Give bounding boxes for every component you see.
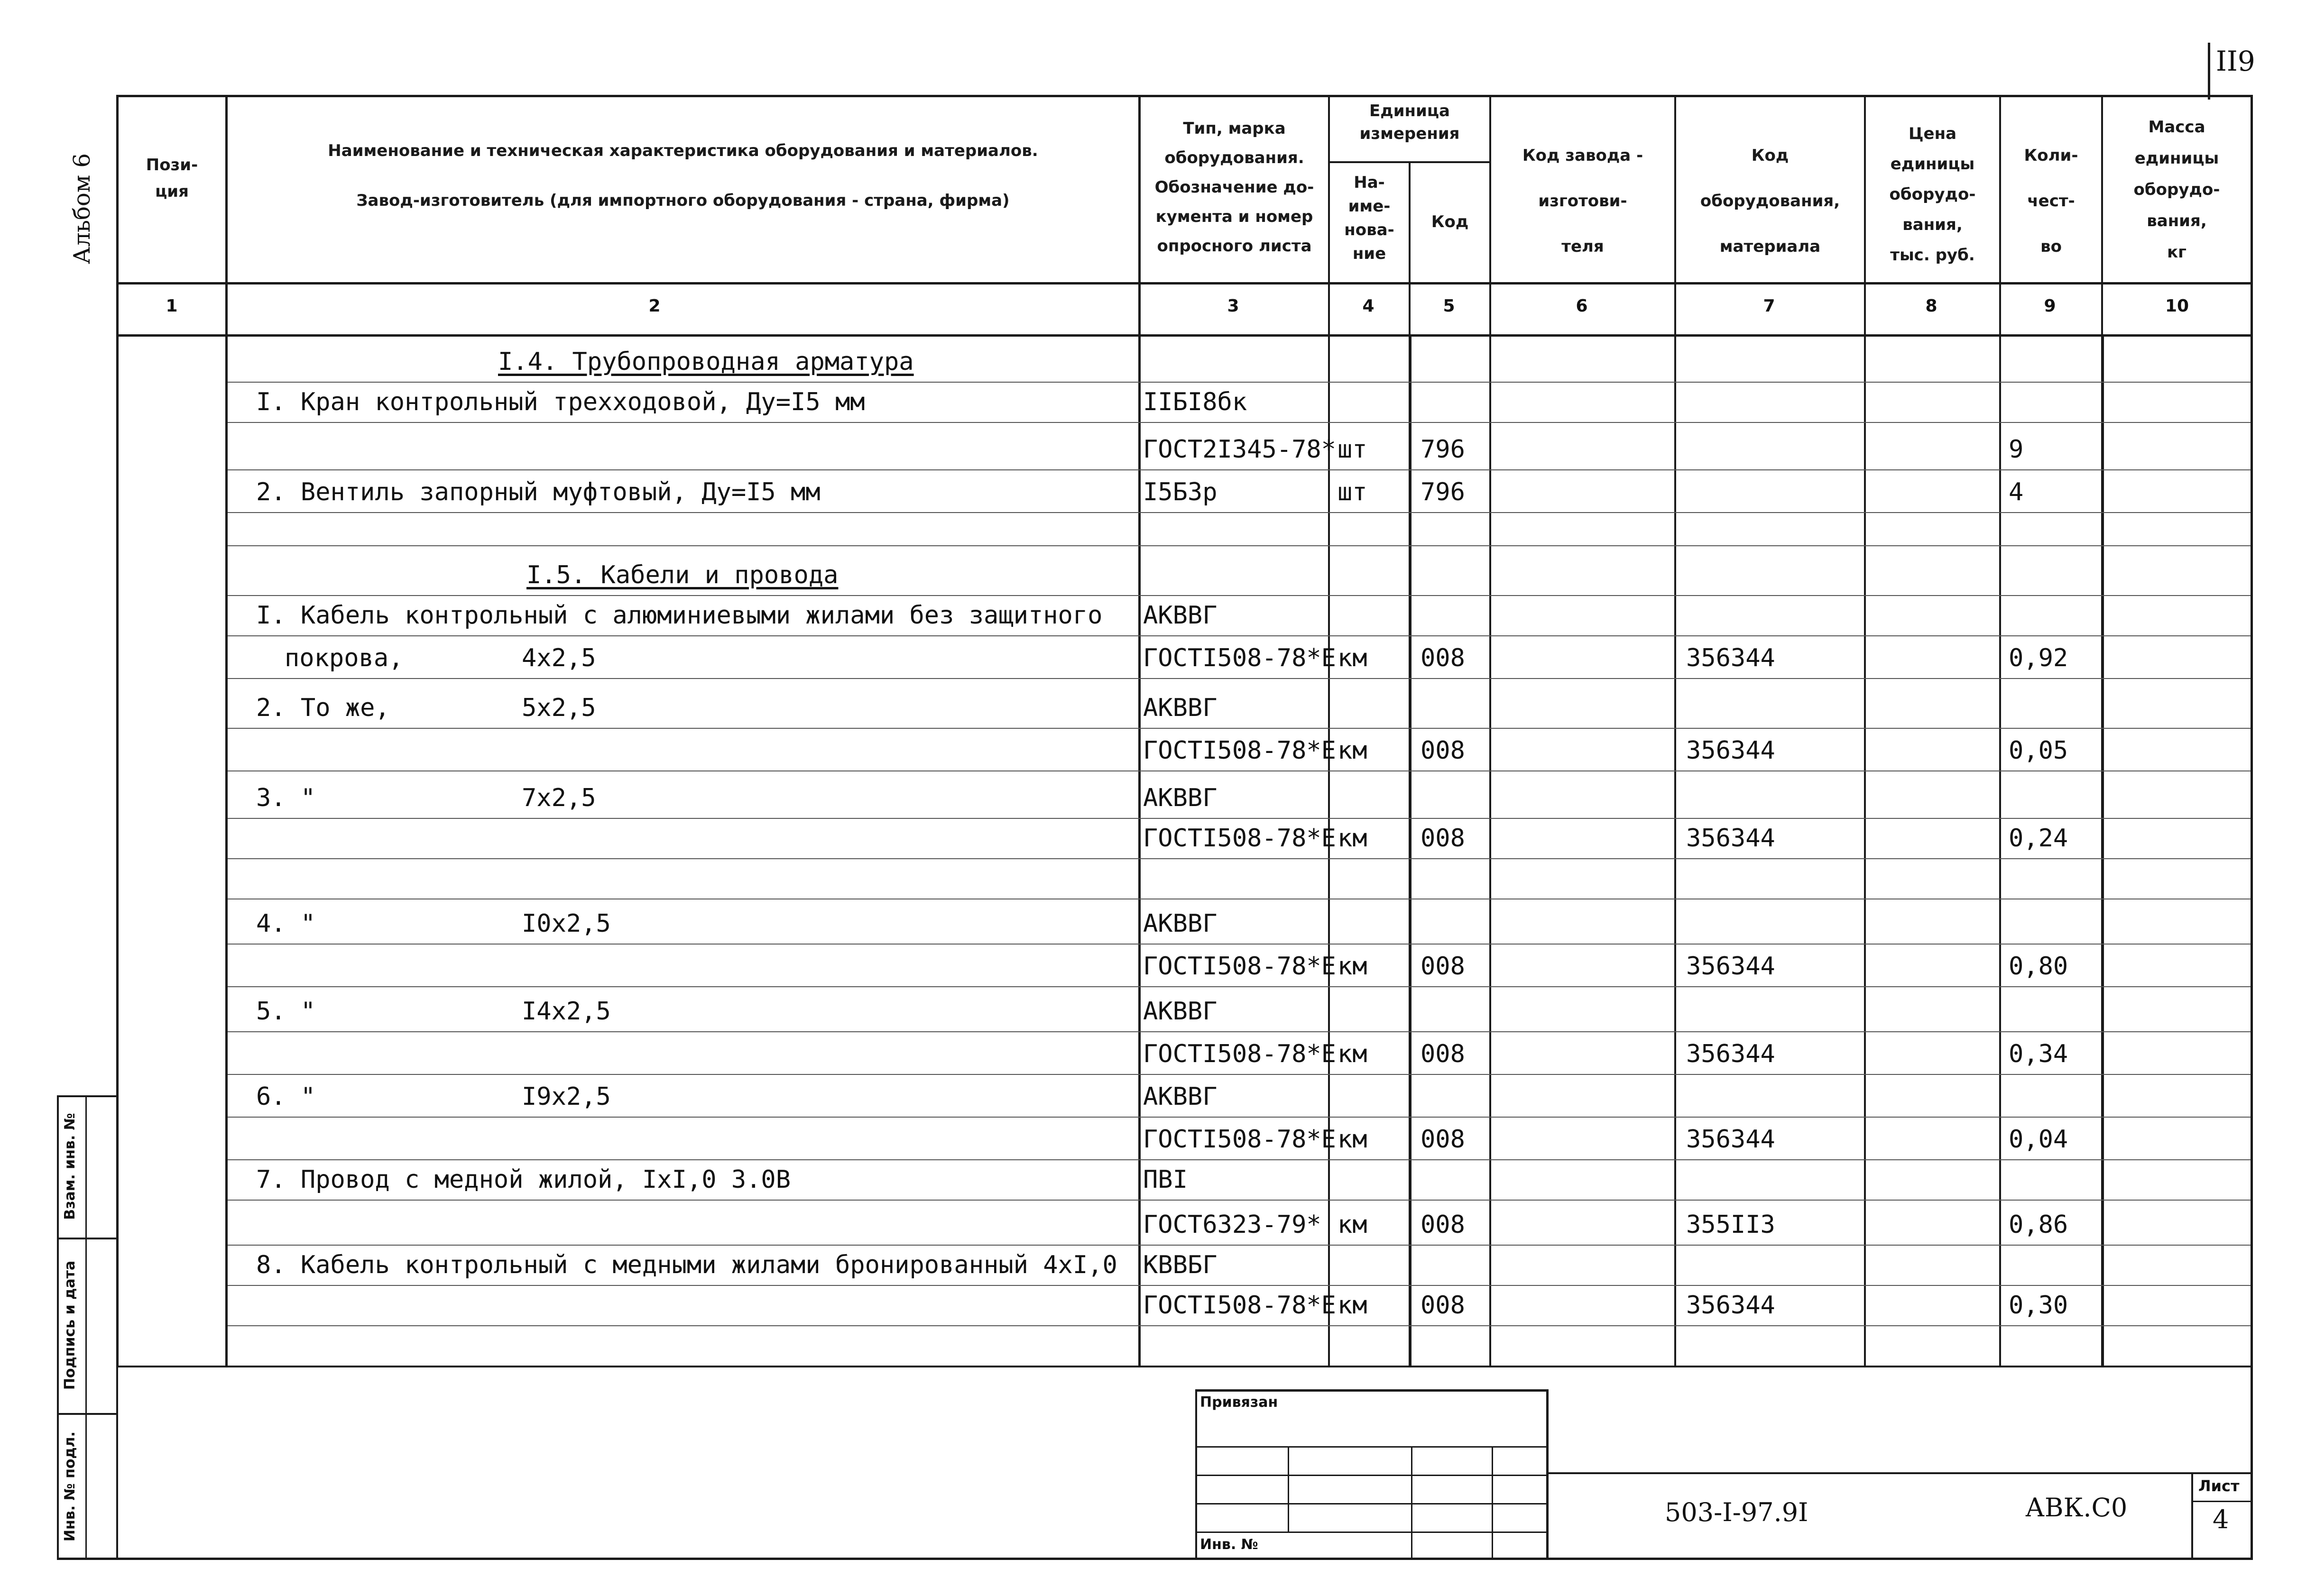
item-type: ГОСТ6323-79*	[1143, 1211, 1321, 1239]
item-material-code: 356344	[1686, 824, 1775, 853]
item-unit-code: 008	[1421, 824, 1465, 853]
header-unit: Единица измерения	[1359, 101, 1460, 143]
item-quantity: 0,05	[2009, 736, 2068, 765]
header-unit-name: На- име- нова- ние	[1344, 173, 1394, 263]
item-unit: км	[1338, 1211, 1367, 1239]
item-unit: км	[1338, 1291, 1367, 1320]
item-type: АКВВГ	[1143, 909, 1218, 938]
item-name: 4. "	[256, 909, 316, 938]
item-type: ГОСТI508-78*Е	[1143, 1040, 1336, 1068]
column-number-3: 3	[1227, 296, 1239, 316]
item-unit-code: 008	[1421, 1040, 1465, 1068]
item-name: 2. То же,	[256, 694, 390, 722]
header-unit-code: Код	[1431, 212, 1469, 231]
item-unit-code: 008	[1421, 1291, 1465, 1320]
item-material-code: 356344	[1686, 644, 1775, 672]
item-type: АКВВГ	[1143, 601, 1218, 630]
sheet-code: АВК.С0	[2025, 1493, 2128, 1523]
item-type: IIБI8бк	[1143, 388, 1247, 416]
header-position: Пози- ция	[146, 156, 198, 201]
item-quantity: 0,34	[2009, 1040, 2068, 1068]
item-type: АКВВГ	[1143, 997, 1218, 1026]
album-label: Альбом 6	[69, 153, 95, 264]
column-number-1: 1	[166, 296, 178, 316]
item-quantity: 0,04	[2009, 1125, 2068, 1154]
item-name: 3. "	[256, 784, 316, 812]
item-name: I. Кран контрольный трехходовой, Ду=I5 мм	[256, 388, 865, 416]
side-podpis-data: Подпись и дата	[62, 1260, 78, 1390]
item-quantity: 0,86	[2009, 1211, 2068, 1239]
item-type: ГОСТI508-78*Е	[1143, 736, 1336, 765]
column-number-6: 6	[1576, 296, 1588, 316]
item-unit: км	[1338, 644, 1367, 672]
item-material-code: 356344	[1686, 1040, 1775, 1068]
side-vzam-inv: Взам. инв. №	[62, 1113, 78, 1220]
item-type: ГОСТI508-78*Е	[1143, 824, 1336, 853]
item-unit-code: 008	[1421, 644, 1465, 672]
page-number: II9	[2216, 45, 2255, 77]
item-name: покрова,	[285, 644, 404, 672]
item-size: 4х2,5	[522, 644, 596, 672]
column-number-10: 10	[2165, 296, 2189, 316]
item-unit-code: 008	[1421, 1211, 1465, 1239]
item-size: I0х2,5	[522, 909, 611, 938]
header-mass: Масса единицы оборудо- вания, кг	[2133, 118, 2220, 262]
header-material-code: Код оборудования, материала	[1700, 146, 1840, 256]
item-size: 7х2,5	[522, 784, 596, 812]
item-quantity: 0,30	[2009, 1291, 2068, 1320]
item-material-code: 356344	[1686, 1125, 1775, 1154]
stamp-privyazan: Привязан	[1200, 1394, 1278, 1411]
item-size: I9х2,5	[522, 1082, 611, 1111]
list-number: 4	[2213, 1504, 2229, 1534]
item-unit: км	[1338, 824, 1367, 853]
header-name-line2: Завод-изготовитель (для импортного оборудования - страна, фирма)	[356, 191, 1010, 210]
item-unit: км	[1338, 736, 1367, 765]
item-type: ГОСТI508-78*Е	[1143, 1125, 1336, 1154]
item-type: ПВI	[1143, 1165, 1188, 1194]
column-number-4: 4	[1362, 296, 1375, 316]
item-type: ГОСТ2I345-78*	[1143, 435, 1336, 464]
item-type: I5Б3р	[1143, 478, 1218, 506]
item-unit: км	[1338, 1125, 1367, 1154]
column-number-7: 7	[1763, 296, 1775, 316]
column-number-5: 5	[1443, 296, 1455, 316]
item-material-code: 356344	[1686, 736, 1775, 765]
list-label: Лист	[2198, 1477, 2240, 1495]
item-unit: шт	[1338, 435, 1367, 464]
item-quantity: 0,24	[2009, 824, 2068, 853]
item-unit: км	[1338, 952, 1367, 981]
side-inv-podl: Инв. № подл.	[62, 1431, 78, 1542]
item-material-code: 356344	[1686, 952, 1775, 981]
item-name: 5. "	[256, 997, 316, 1026]
item-unit-code: 008	[1421, 1125, 1465, 1154]
item-unit: шт	[1338, 478, 1367, 506]
item-size: I4х2,5	[522, 997, 611, 1026]
item-unit-code: 796	[1421, 478, 1465, 506]
header-quantity: Коли- чест- во	[2024, 146, 2078, 256]
item-material-code: 355II3	[1686, 1211, 1775, 1239]
stamp-inv-no: Инв. №	[1200, 1536, 1258, 1553]
item-unit-code: 796	[1421, 435, 1465, 464]
item-quantity: 0,80	[2009, 952, 2068, 981]
item-unit: км	[1338, 1040, 1367, 1068]
item-type: ГОСТI508-78*Е	[1143, 1291, 1336, 1320]
section-heading: I.4. Трубопроводная арматура	[498, 348, 914, 376]
item-name: I. Кабель контрольный с алюминиевыми жилами без защитного	[256, 601, 1103, 630]
item-quantity: 0,92	[2009, 644, 2068, 672]
item-name: 6. "	[256, 1082, 316, 1111]
item-type: ГОСТI508-78*Е	[1143, 644, 1336, 672]
header-type: Тип, марка оборудования. Обозначение до- кумента и номер опросного листа	[1154, 119, 1314, 256]
item-name: 8. Кабель контрольный с медными жилами бронированный 4хI,0	[256, 1251, 1117, 1279]
item-type: АКВВГ	[1143, 784, 1218, 812]
item-type: АКВВГ	[1143, 1082, 1218, 1111]
section-heading: I.5. Кабели и провода	[526, 561, 839, 589]
item-type: КВВБГ	[1143, 1251, 1218, 1279]
item-type: ГОСТI508-78*Е	[1143, 952, 1336, 981]
item-material-code: 356344	[1686, 1291, 1775, 1320]
column-number-8: 8	[1925, 296, 1937, 316]
item-size: 5х2,5	[522, 694, 596, 722]
item-unit-code: 008	[1421, 952, 1465, 981]
item-type: АКВВГ	[1143, 694, 1218, 722]
item-quantity: 4	[2009, 478, 2024, 506]
item-name: 2. Вентиль запорный муфтовый, Ду=I5 мм	[256, 478, 821, 506]
item-name: 7. Провод с медной жилой, IхI,0 3.0В	[256, 1165, 791, 1194]
header-factory-code: Код завода - изготови- теля	[1522, 146, 1643, 256]
item-unit-code: 008	[1421, 736, 1465, 765]
item-quantity: 9	[2009, 435, 2024, 464]
column-number-2: 2	[648, 296, 661, 316]
doc-code: 503-I-97.9I	[1665, 1497, 1808, 1527]
column-number-9: 9	[2044, 296, 2056, 316]
header-price: Цена единицы оборудо- вания, тыс. руб.	[1889, 124, 1976, 265]
header-name-line1: Наименование и техническая характеристика оборудования и материалов.	[328, 141, 1038, 160]
